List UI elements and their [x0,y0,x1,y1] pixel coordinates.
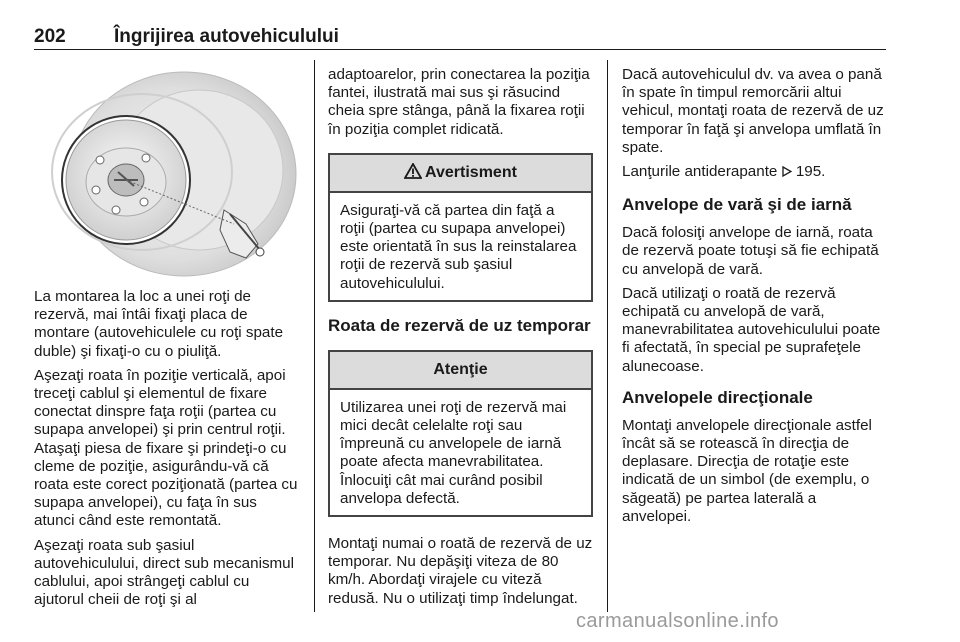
paragraph: Aşezaţi roata sub şasiul autovehiculului, direct sub mecanismul cablului, apoi strângeţi cablul cu ajutorul cheii de roţi şi al [34,536,295,609]
paragraph: Montaţi anvelopele direcţionale astfel încât să se rotească în direcţia de deplasare. Direcţia de rotaţie este indicată de un simbol (de exemplu, o săgeată) pe partea laterală a anvelopei. [622,416,872,525]
chapter-title: Îngrijirea autovehiculului [114,26,339,47]
cross-reference-page[interactable]: 195. [795,163,826,181]
spare-wheel-illustration [34,62,300,278]
page-number: 202 [34,26,66,47]
paragraph: Montaţi numai o roată de rezervă de uz temporar. Nu depăşiţi viteza de 80 km/h. Abordaţi virajele cu viteză redusă. Nu o utilizaţi timp îndelungat. [328,535,593,607]
warning-body: Asiguraţi-vă că partea din faţă a roţii (partea cu supapa anvelopei) este orientată în sus la reinstalarea roţii de rezervă sub şasiul autovehiculului. [340,201,577,292]
section-heading: Anvelope de vară şi de iarnă [622,195,852,215]
warning-box [328,153,593,302]
warning-title: Avertisment [425,163,517,181]
watermark: carmanualsonline.info [576,610,779,632]
cross-reference-text: Lanţurile antiderapante [622,163,778,181]
paragraph: La montarea la loc a unei roţi de rezervă, mai întâi fixaţi placa de montare (autovehiculele cu roţi spate duble) şi fixaţi-o cu o piuliţă. [34,288,284,360]
cross-reference [622,163,888,181]
paragraph: Dacă autovehiculul dv. va avea o pană în spate în timpul remorcării altui vehicul, montaţi roata de rezervă de uz temporar în faţă şi anvelopa umflată în spate. [622,66,884,156]
paragraph: Dacă utilizaţi o roată de rezervă echipată cu anvelopă de vară, manevrabilitatea autovehiculului poate fi afectată, în special pe suprafeţele alunecoase. [622,284,881,375]
paragraph: Dacă folosiţi anvelope de iarnă, roata de rezervă poate totuşi să fie echipată cu anvelopă de vară. [622,224,879,278]
column-divider-2 [607,60,608,612]
section-heading: Roata de rezervă de uz temporar [328,315,591,335]
section-heading: Anvelopele direcţionale [622,387,813,407]
warning-title-bar [330,155,591,193]
column-right [622,66,888,532]
spare-wheel-drawing [34,62,300,278]
paragraph: adaptoarelor, prin conectarea la poziţia fantei, ilustrată mai sus şi răsucind cheia spre stânga, până la fixarea roţii în poziţia complet ridicată. [328,66,590,138]
paragraph: Aşezaţi roata în poziţie verticală, apoi treceţi cablul şi elementul de fixare conectat dinspre faţa roţii (partea cu supapa anvelopei) şi prin centrul roţii. Ataşaţi piesa de fixare şi prindeţi-o cu cleme de poziţie, asigurându-vă că roata este corect poziţionată (partea cu supapa anvelopei), cu faţa în sus atunci când este remontată. [34,366,298,530]
column-divider-1 [314,60,315,612]
caution-title: Atenţie [330,352,591,390]
header-rule [34,49,886,50]
page-reference-arrow-icon [782,166,792,177]
warning-triangle-icon [404,163,422,179]
caution-body: Utilizarea unei roţi de rezervă mai mici decât celelalte roţi sau împreună cu anvelopele de iarnă poate afecta manevrabilitatea. Înlocuiţi cât mai curând posibil anvelopa defectă. [340,398,567,507]
caution-box [328,350,593,517]
column-middle [328,66,593,614]
page-header [34,26,886,50]
column-left [34,288,300,615]
